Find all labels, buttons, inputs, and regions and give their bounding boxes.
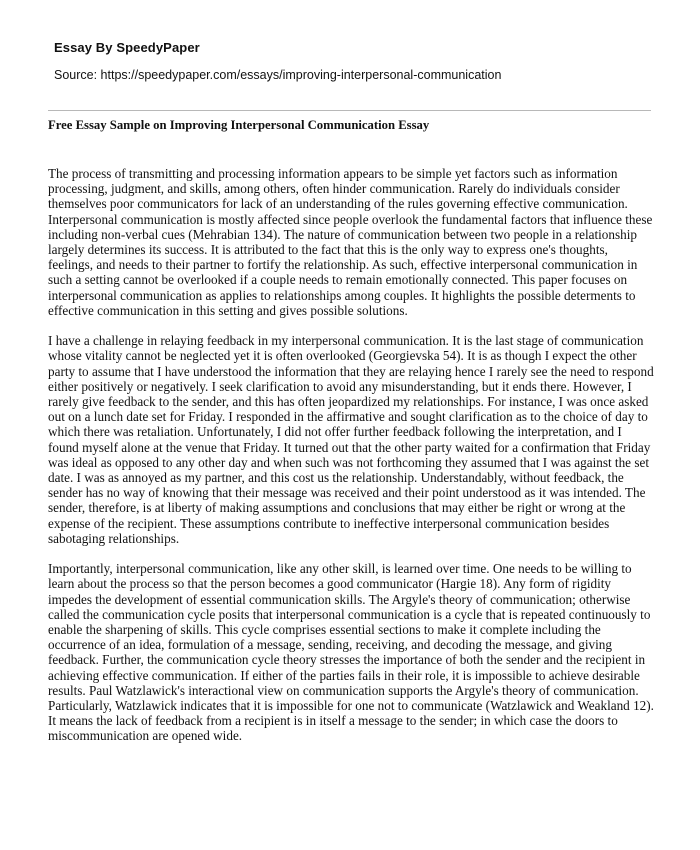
source-line: Source: https://speedypaper.com/essays/improving-interpersonal-communication xyxy=(54,68,502,82)
essay-body xyxy=(48,166,654,759)
essay-paragraph-1: The process of transmitting and processing information appears to be simple yet factors such as information processing, judgment, and skills, among others, often hinder communication. Rarely do individuals consider themselves poor communicators for lack of an understanding of the rules governing effective communication. Interpersonal communication is mostly affected since people overlook the fundamental factors that influence these including non-verbal cues (Mehrabian 134). The nature of communication between two people in a relationship largely determines its success. It is attributed to the fact that this is the only way to express one's thoughts, feelings, and needs to their partner to fortify the relationship. As such, effective interpersonal communication in such a setting cannot be overlooked if a couple needs to remain emotionally connected. This paper focuses on interpersonal communication as applies to relationships among couples. It highlights the possible determents to effective communication in this setting and gives possible solutions. xyxy=(48,166,653,318)
essay-paragraph-2: I have a challenge in relaying feedback in my interpersonal communication. It is the last stage of communication whose vitality cannot be neglected yet it is often overlooked (Georgievska 54). It is as though I expect the other party to assume that I have understood the information that they are relaying hence I rarely see the need to respond either positively or negatively. I seek clarification to avoid any misunderstanding, but it ends there. However, I rarely give feedback to the sender, and this has often jeopardized my relationships. For instance, I was once asked out on a lunch date set for Friday. I responded in the affirmative and sought clarification as to the choice of day to which there was retaliation. Unfortunately, I did not offer further feedback following the interpretation, and I found myself alone at the venue that Friday. It turned out that the other party waited for a confirmation that Friday was ideal as opposed to any other day and when such was not forthcoming they assumed that I was against the set date. I was as annoyed as my partner, and this cost us the relationship. Understandably, without feedback, the sender has no way of knowing that their message was received and their point understood as it was intended. The sender, therefore, is at liberty of making assumptions and conclusions that may either be right or wrong at the expense of the recipient. These assumptions contribute to ineffective interpersonal communication besides sabotaging relationships. xyxy=(48,333,654,546)
essay-title: Free Essay Sample on Improving Interpersonal Communication Essay xyxy=(48,118,430,132)
header-divider xyxy=(48,110,651,111)
document-header-title: Essay By SpeedyPaper xyxy=(54,40,200,55)
essay-paragraph-3: Importantly, interpersonal communication, like any other skill, is learned over time. One needs to be willing to learn about the process so that the person becomes a good communicator (Hargie 18). Any form of rigidity impedes the development of essential communication skills. The Argyle's theory of communication; otherwise called the communication cycle posits that interpersonal communication is a cycle that is repeated continuously to enable the sharpening of skills. This cycle comprises essential sections to make it complete including the occurrence of an idea, formulation of a message, sending, receiving, and decoding the message, and giving feedback. Further, the communication cycle theory stresses the importance of both the sender and the recipient in achieving effective communication. If either of the parties fails in their role, it is impossible to achieve desirable results. Paul Watzlawick's interactional view on communication supports the Argyle's theory of communication. Particularly, Watzlawick indicates that it is impossible for one not to communicate (Watzlawick and Weakland 12). It means the lack of feedback from a recipient is in itself a message to the sender; in which case the doors to miscommunication are opened wide. xyxy=(48,561,654,744)
